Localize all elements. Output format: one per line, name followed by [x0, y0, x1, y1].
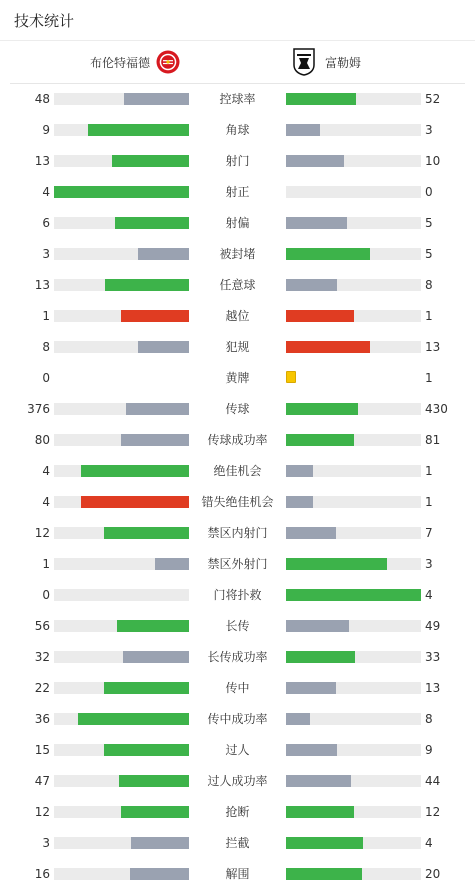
home-value: 47 [34, 774, 50, 788]
stat-label: 角球 [225, 123, 250, 137]
stat-label: 传球 [225, 402, 250, 416]
away-value: 1 [425, 495, 433, 509]
home-bar-fill [112, 155, 189, 167]
away-bar-track [286, 651, 421, 663]
home-bar-track [54, 806, 189, 818]
away-value: 49 [425, 619, 441, 633]
teams-row [10, 41, 465, 84]
home-value: 32 [34, 650, 50, 664]
away-value: 3 [425, 557, 433, 571]
away-bar-fill [286, 775, 351, 787]
away-bar-track [286, 341, 421, 353]
home-bar-track [54, 558, 189, 570]
away-bar-track [286, 155, 421, 167]
home-bar-track [54, 527, 189, 539]
home-bar-fill [78, 713, 189, 725]
stat-label: 绝佳机会 [213, 464, 262, 478]
away-value: 1 [425, 309, 433, 323]
away-bar-fill [286, 248, 370, 260]
home-bar-track [54, 868, 189, 880]
home-bar-track [54, 155, 189, 167]
home-value: 1 [42, 557, 50, 571]
away-value: 13 [425, 340, 441, 354]
away-value: 8 [425, 278, 433, 292]
home-bar-track [54, 837, 189, 849]
stat-row [0, 487, 475, 518]
stat-label: 错失绝佳机会 [201, 495, 274, 509]
away-bar-fill [286, 279, 337, 291]
stat-row [0, 115, 475, 146]
stat-row [0, 735, 475, 766]
away-bar-fill [286, 558, 387, 570]
away-bar-fill [286, 713, 310, 725]
home-value: 376 [27, 402, 50, 416]
stat-row [0, 828, 475, 859]
home-bar-fill [121, 310, 189, 322]
home-bar-track [54, 403, 189, 415]
home-value: 6 [42, 216, 50, 230]
home-value: 80 [34, 433, 50, 447]
home-value: 9 [42, 123, 50, 137]
stat-label: 拦截 [225, 836, 250, 850]
home-value: 16 [34, 867, 50, 881]
away-value: 4 [425, 836, 433, 850]
home-bar-track [54, 713, 189, 725]
home-bar-track [54, 341, 189, 353]
away-bar-track [286, 434, 421, 446]
stat-row [0, 394, 475, 425]
away-value: 4 [425, 588, 433, 602]
stat-label: 门将扑救 [213, 588, 262, 602]
home-bar-fill [121, 806, 189, 818]
stat-label: 黄牌 [225, 371, 250, 385]
stat-row [0, 425, 475, 456]
stats-list [0, 84, 475, 890]
stat-row [0, 456, 475, 487]
away-bar-track [286, 527, 421, 539]
stat-row [0, 84, 475, 115]
home-bar-track [54, 589, 189, 601]
away-bar-track [286, 713, 421, 725]
away-bar-fill [286, 651, 355, 663]
stat-row [0, 704, 475, 735]
home-bar-track [54, 93, 189, 105]
away-bar-track [286, 868, 421, 880]
home-bar-fill [115, 217, 189, 229]
stat-row [0, 270, 475, 301]
home-bar-track [54, 217, 189, 229]
home-bar-fill [104, 744, 189, 756]
home-bar-track [54, 434, 189, 446]
home-value: 0 [42, 371, 50, 385]
home-bar-fill [88, 124, 189, 136]
home-bar-track [54, 620, 189, 632]
home-value: 15 [34, 743, 50, 757]
home-value: 1 [42, 309, 50, 323]
stat-row [0, 239, 475, 270]
away-bar-fill [286, 217, 347, 229]
away-value: 20 [425, 867, 441, 881]
away-bar-track [286, 310, 421, 322]
away-bar-track [286, 620, 421, 632]
away-bar-track [286, 837, 421, 849]
stat-row [0, 332, 475, 363]
stat-label: 禁区内射门 [207, 526, 268, 540]
stat-label: 射门 [225, 154, 250, 168]
away-bar-track [286, 93, 421, 105]
home-bar-track [54, 496, 189, 508]
home-value: 13 [34, 278, 50, 292]
home-bar-fill [117, 620, 189, 632]
stat-row [0, 642, 475, 673]
stat-row [0, 518, 475, 549]
home-bar-track [54, 186, 189, 198]
home-bar-fill [130, 868, 189, 880]
away-bar-track [286, 775, 421, 787]
home-bar-fill [126, 403, 189, 415]
home-bar-track [54, 465, 189, 477]
stat-row [0, 301, 475, 332]
stat-row [0, 177, 475, 208]
away-bar-track [286, 217, 421, 229]
away-bar-fill [286, 93, 356, 105]
away-team-name: 富勒姆 [325, 55, 362, 70]
stat-row [0, 797, 475, 828]
stat-row [0, 146, 475, 177]
away-value: 8 [425, 712, 433, 726]
page-header [0, 0, 475, 41]
away-bar-fill [286, 527, 336, 539]
stat-label: 禁区外射门 [207, 557, 268, 571]
away-bar-track [286, 403, 421, 415]
home-value: 4 [42, 464, 50, 478]
stat-label: 犯规 [225, 340, 250, 354]
home-bar-fill [104, 682, 189, 694]
home-bar-fill [121, 434, 189, 446]
home-bar-fill [124, 93, 189, 105]
away-bar-track [286, 682, 421, 694]
home-value: 48 [34, 92, 50, 106]
stat-label: 射偏 [225, 216, 250, 230]
away-bar-fill [286, 155, 344, 167]
away-bar-track [286, 589, 421, 601]
home-bar-fill [119, 775, 189, 787]
fulham-crest-icon [293, 48, 315, 76]
home-value: 12 [34, 526, 50, 540]
home-value: 4 [42, 185, 50, 199]
stat-label: 传中 [225, 681, 250, 695]
away-bar-track [286, 806, 421, 818]
home-bar-track [54, 744, 189, 756]
stat-label: 长传 [225, 619, 250, 633]
home-bar-track [54, 248, 189, 260]
away-bar-fill [286, 310, 354, 322]
away-bar-fill [286, 682, 336, 694]
home-value: 56 [34, 619, 50, 633]
stat-label: 控球率 [219, 92, 256, 106]
away-bar-track [286, 279, 421, 291]
away-value: 44 [425, 774, 441, 788]
home-value: 22 [34, 681, 50, 695]
stat-label: 解围 [225, 867, 250, 881]
away-bar-fill [286, 837, 363, 849]
home-bar-fill [81, 465, 189, 477]
stat-label: 抢断 [225, 805, 250, 819]
away-value: 1 [425, 464, 433, 478]
away-bar-fill [286, 434, 354, 446]
away-bar-track [286, 465, 421, 477]
away-value: 33 [425, 650, 441, 664]
home-value: 36 [34, 712, 50, 726]
home-bar-fill [138, 248, 189, 260]
home-team-name: 布伦特福德 [89, 55, 150, 70]
away-bar-fill [286, 496, 313, 508]
away-value: 3 [425, 123, 433, 137]
stat-row [0, 363, 475, 394]
away-bar-fill [286, 806, 354, 818]
page-title: 技术统计 [14, 11, 75, 30]
stat-label: 被封堵 [219, 247, 256, 261]
stat-row [0, 549, 475, 580]
home-value: 8 [42, 340, 50, 354]
away-team[interactable] [293, 48, 361, 76]
stat-label: 过人 [225, 743, 250, 757]
home-bar-track [54, 279, 189, 291]
home-bar-fill [104, 527, 189, 539]
away-value: 81 [425, 433, 441, 447]
away-value: 430 [425, 402, 448, 416]
stat-row [0, 673, 475, 704]
away-bar-track [286, 248, 421, 260]
away-value: 7 [425, 526, 433, 540]
home-bar-track [54, 310, 189, 322]
stat-label: 传球成功率 [207, 433, 268, 447]
home-bar-fill [131, 837, 189, 849]
home-value: 3 [42, 247, 50, 261]
away-bar-fill [286, 744, 337, 756]
brentford-crest-icon [156, 50, 180, 74]
home-value: 12 [34, 805, 50, 819]
away-value: 13 [425, 681, 441, 695]
home-value: 3 [42, 836, 50, 850]
away-bar-fill [286, 124, 320, 136]
away-bar-fill [286, 868, 362, 880]
away-value: 12 [425, 805, 441, 819]
away-bar-track [286, 744, 421, 756]
home-bar-fill [105, 279, 189, 291]
away-bar-track [286, 124, 421, 136]
home-value: 13 [34, 154, 50, 168]
home-bar-track [54, 775, 189, 787]
away-value: 9 [425, 743, 433, 757]
stat-label: 过人成功率 [207, 774, 268, 788]
away-bar-fill [286, 620, 349, 632]
stat-row [0, 611, 475, 642]
away-bar-fill [286, 341, 370, 353]
away-bar-fill [286, 465, 313, 477]
home-value: 0 [42, 588, 50, 602]
away-value: 52 [425, 92, 441, 106]
away-bar-fill [286, 589, 421, 601]
stat-row [0, 859, 475, 890]
away-value: 10 [425, 154, 441, 168]
home-team[interactable] [90, 50, 180, 74]
stat-label: 任意球 [219, 278, 256, 292]
stat-row [0, 208, 475, 239]
stat-label: 传中成功率 [207, 712, 268, 726]
away-value: 5 [425, 247, 433, 261]
home-bar-fill [123, 651, 189, 663]
home-bar-track [54, 651, 189, 663]
away-bar-track [286, 496, 421, 508]
away-bar-track [286, 186, 421, 198]
stat-row [0, 766, 475, 797]
yellow-card-icon [286, 371, 296, 383]
away-bar-fill [286, 403, 358, 415]
away-value: 1 [425, 371, 433, 385]
home-bar-fill [54, 186, 189, 198]
away-bar-track [286, 558, 421, 570]
home-bar-fill [155, 558, 189, 570]
away-value: 0 [425, 185, 433, 199]
stat-label: 射正 [225, 185, 250, 199]
stat-label: 越位 [225, 309, 250, 323]
home-bar-track [54, 124, 189, 136]
home-bar-fill [138, 341, 189, 353]
stat-label: 长传成功率 [207, 650, 268, 664]
home-bar-track [54, 682, 189, 694]
stat-row [0, 580, 475, 611]
home-value: 4 [42, 495, 50, 509]
away-value: 5 [425, 216, 433, 230]
home-bar-fill [81, 496, 189, 508]
